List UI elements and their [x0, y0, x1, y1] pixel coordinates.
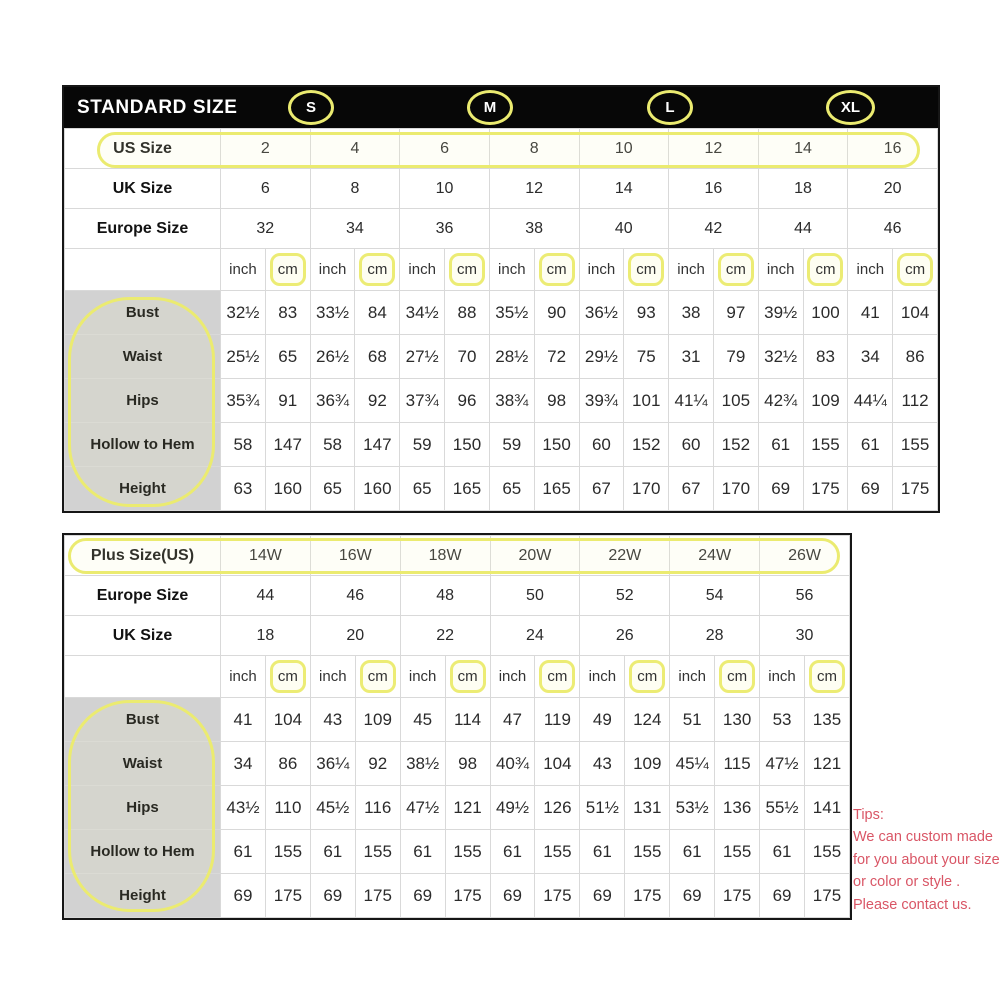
measure-value: 69 [848, 467, 893, 511]
unit-cm-cell [893, 249, 938, 291]
unit-cm-cell [625, 656, 670, 698]
size-value: 40 [579, 209, 669, 249]
unit-inch-label: inch [400, 656, 445, 698]
row-label: UK Size [65, 169, 221, 209]
size-value: 22 [400, 616, 490, 656]
measure-value: 45¼ [670, 742, 715, 786]
unit-cm-highlight: cm [449, 253, 485, 286]
measure-value: 175 [355, 874, 400, 918]
unit-cm-cell [355, 656, 400, 698]
size-value: 8 [310, 169, 400, 209]
unit-cm-cell [535, 656, 580, 698]
measure-value: 45½ [310, 786, 355, 830]
measure-value: 59 [400, 423, 445, 467]
measure-value: 170 [624, 467, 669, 511]
measure-value: 49½ [490, 786, 535, 830]
measure-label: Height [65, 467, 221, 511]
unit-inch-label: inch [758, 249, 803, 291]
measure-value: 116 [355, 786, 400, 830]
measure-value: 38¾ [489, 379, 534, 423]
measure-value: 175 [893, 467, 938, 511]
unit-cm-highlight: cm [270, 253, 306, 286]
unit-row [65, 656, 850, 698]
measure-value: 47 [490, 698, 535, 742]
measure-label: Hollow to Hem [65, 830, 221, 874]
size-value: 16 [669, 169, 759, 209]
measure-value: 68 [355, 335, 400, 379]
measure-label: Hips [65, 786, 221, 830]
measure-value: 119 [535, 698, 580, 742]
measure-value: 141 [804, 786, 849, 830]
unit-inch-label: inch [400, 249, 445, 291]
measure-value: 61 [221, 830, 266, 874]
size-value: 50 [490, 576, 580, 616]
measure-value: 43 [580, 742, 625, 786]
measure-value: 150 [534, 423, 579, 467]
size-value: 28 [670, 616, 760, 656]
unit-cm-cell [445, 249, 490, 291]
unit-cm-highlight: cm [807, 253, 843, 286]
measure-value: 175 [803, 467, 848, 511]
measure-value: 72 [534, 335, 579, 379]
measure-value: 91 [265, 379, 310, 423]
unit-inch-label: inch [221, 249, 266, 291]
measure-value: 165 [445, 467, 490, 511]
measure-value: 65 [400, 467, 445, 511]
measure-row [65, 874, 850, 918]
tips-line: We can custom made [853, 829, 993, 846]
measure-value: 83 [803, 335, 848, 379]
size-value: 6 [221, 169, 311, 209]
tips-title: Tips: [853, 807, 884, 823]
measure-value: 36½ [579, 291, 624, 335]
measure-value: 175 [715, 874, 760, 918]
measure-value: 42¾ [758, 379, 803, 423]
measure-value: 86 [893, 335, 938, 379]
measure-value: 38 [669, 291, 714, 335]
measure-value: 58 [221, 423, 266, 467]
unit-cm-highlight: cm [360, 660, 396, 693]
measure-value: 83 [265, 291, 310, 335]
measure-value: 170 [713, 467, 758, 511]
measure-value: 67 [669, 467, 714, 511]
tips-line: Please contact us. [853, 896, 972, 913]
row-label [65, 249, 221, 291]
size-value: 18W [400, 536, 490, 576]
measure-row [65, 830, 850, 874]
measure-value: 88 [445, 291, 490, 335]
size-value: 20W [490, 536, 580, 576]
measure-value: 75 [624, 335, 669, 379]
measure-value: 135 [804, 698, 849, 742]
measure-value: 86 [265, 742, 310, 786]
size-value: 14 [758, 129, 848, 169]
measure-row [65, 698, 850, 742]
measure-value: 61 [310, 830, 355, 874]
row-label: Plus Size(US) [65, 536, 221, 576]
size-value: 20 [310, 616, 400, 656]
measure-value: 34 [221, 742, 266, 786]
measure-value: 175 [535, 874, 580, 918]
measure-value: 84 [355, 291, 400, 335]
size-s-circle-annotation: S [288, 90, 334, 125]
measure-value: 36¾ [310, 379, 355, 423]
measure-value: 155 [625, 830, 670, 874]
size-value: 32 [221, 209, 311, 249]
size-value: 14 [579, 169, 669, 209]
measure-value: 104 [893, 291, 938, 335]
size-l-circle-annotation: L [647, 90, 693, 125]
measure-value: 36¼ [310, 742, 355, 786]
measure-value: 33½ [310, 291, 355, 335]
measure-value: 104 [535, 742, 580, 786]
measure-value: 136 [715, 786, 760, 830]
measure-value: 61 [848, 423, 893, 467]
size-value: 12 [669, 129, 759, 169]
size-m-circle-annotation: M [467, 90, 513, 125]
measure-value: 121 [804, 742, 849, 786]
measure-value: 35½ [489, 291, 534, 335]
measure-value: 34 [848, 335, 893, 379]
standard-size-grid [64, 128, 938, 511]
measure-value: 124 [625, 698, 670, 742]
measure-value: 160 [355, 467, 400, 511]
measure-value: 98 [445, 742, 490, 786]
measure-value: 31 [669, 335, 714, 379]
unit-inch-label: inch [580, 656, 625, 698]
measure-value: 44¼ [848, 379, 893, 423]
measure-row [65, 335, 938, 379]
size-value: 54 [670, 576, 760, 616]
measure-value: 155 [803, 423, 848, 467]
unit-cm-highlight: cm [718, 253, 754, 286]
measure-value: 175 [265, 874, 310, 918]
size-value: 36 [400, 209, 490, 249]
size-row [65, 536, 850, 576]
unit-cm-cell [715, 656, 760, 698]
measure-value: 39½ [758, 291, 803, 335]
measure-row [65, 786, 850, 830]
measure-value: 38½ [400, 742, 445, 786]
size-value: 26W [760, 536, 850, 576]
measure-value: 69 [221, 874, 266, 918]
measure-value: 26½ [310, 335, 355, 379]
unit-row [65, 249, 938, 291]
measure-label: Hollow to Hem [65, 423, 221, 467]
measure-value: 155 [535, 830, 580, 874]
size-value: 10 [579, 129, 669, 169]
measure-value: 155 [893, 423, 938, 467]
standard-size-title: STANDARD SIZE [77, 96, 238, 118]
measure-value: 110 [265, 786, 310, 830]
measure-value: 65 [310, 467, 355, 511]
measure-value: 59 [489, 423, 534, 467]
measure-value: 69 [400, 874, 445, 918]
measure-value: 25½ [221, 335, 266, 379]
measure-value: 121 [445, 786, 490, 830]
measure-value: 61 [490, 830, 535, 874]
unit-inch-label: inch [310, 656, 355, 698]
tips-note [853, 804, 1000, 916]
row-label: Europe Size [65, 576, 221, 616]
measure-value: 70 [445, 335, 490, 379]
measure-value: 28½ [489, 335, 534, 379]
measure-value: 61 [760, 830, 805, 874]
measure-value: 90 [534, 291, 579, 335]
measure-value: 51½ [580, 786, 625, 830]
unit-inch-label: inch [490, 656, 535, 698]
size-value: 38 [489, 209, 579, 249]
measure-value: 32½ [758, 335, 803, 379]
size-value: 34 [310, 209, 400, 249]
unit-cm-highlight: cm [628, 253, 664, 286]
unit-cm-highlight: cm [719, 660, 755, 693]
unit-cm-cell [713, 249, 758, 291]
size-value: 14W [221, 536, 311, 576]
size-value: 6 [400, 129, 490, 169]
measure-value: 60 [579, 423, 624, 467]
measure-value: 55½ [760, 786, 805, 830]
measure-value: 96 [445, 379, 490, 423]
measure-value: 65 [265, 335, 310, 379]
measure-label: Bust [65, 698, 221, 742]
measure-value: 47½ [400, 786, 445, 830]
measure-value: 147 [355, 423, 400, 467]
tips-line: or color or style . [853, 874, 961, 891]
measure-value: 112 [893, 379, 938, 423]
unit-inch-label: inch [670, 656, 715, 698]
size-value: 42 [669, 209, 759, 249]
size-value: 26 [580, 616, 670, 656]
measure-value: 155 [265, 830, 310, 874]
size-value: 10 [400, 169, 490, 209]
measure-value: 104 [265, 698, 310, 742]
size-value: 52 [580, 576, 670, 616]
size-value: 16W [310, 536, 400, 576]
measure-value: 51 [670, 698, 715, 742]
measure-value: 97 [713, 291, 758, 335]
measure-label: Waist [65, 742, 221, 786]
unit-cm-highlight: cm [539, 660, 575, 693]
measure-value: 115 [715, 742, 760, 786]
size-value: 18 [758, 169, 848, 209]
unit-cm-cell [445, 656, 490, 698]
size-row [65, 576, 850, 616]
measure-value: 39¾ [579, 379, 624, 423]
measure-value: 109 [355, 698, 400, 742]
measure-value: 100 [803, 291, 848, 335]
unit-cm-cell [355, 249, 400, 291]
measure-value: 40¾ [490, 742, 535, 786]
unit-cm-cell [534, 249, 579, 291]
unit-inch-label: inch [221, 656, 266, 698]
measure-value: 152 [624, 423, 669, 467]
measure-value: 35¾ [221, 379, 266, 423]
measure-value: 98 [534, 379, 579, 423]
measure-value: 92 [355, 742, 400, 786]
size-value: 24 [490, 616, 580, 656]
measure-value: 69 [310, 874, 355, 918]
unit-cm-highlight: cm [359, 253, 395, 286]
measure-label: Hips [65, 379, 221, 423]
unit-cm-highlight: cm [897, 253, 933, 286]
measure-value: 69 [758, 467, 803, 511]
measure-value: 58 [310, 423, 355, 467]
measure-value: 155 [445, 830, 490, 874]
row-label: UK Size [65, 616, 221, 656]
size-value: 56 [760, 576, 850, 616]
measure-value: 61 [670, 830, 715, 874]
measure-value: 41 [848, 291, 893, 335]
measure-value: 60 [669, 423, 714, 467]
measure-value: 105 [713, 379, 758, 423]
size-value: 30 [760, 616, 850, 656]
unit-inch-label: inch [669, 249, 714, 291]
measure-value: 114 [445, 698, 490, 742]
unit-cm-cell [624, 249, 669, 291]
measure-value: 34½ [400, 291, 445, 335]
measure-value: 27½ [400, 335, 445, 379]
measure-value: 126 [535, 786, 580, 830]
measure-value: 152 [713, 423, 758, 467]
size-row [65, 169, 938, 209]
unit-inch-label: inch [489, 249, 534, 291]
unit-cm-cell [803, 249, 848, 291]
measure-value: 49 [580, 698, 625, 742]
measure-value: 53½ [670, 786, 715, 830]
size-value: 24W [670, 536, 760, 576]
size-value: 48 [400, 576, 490, 616]
measure-value: 69 [670, 874, 715, 918]
size-xl-circle-annotation: XL [826, 90, 875, 125]
measure-value: 47½ [760, 742, 805, 786]
unit-cm-highlight: cm [270, 660, 306, 693]
size-row [65, 209, 938, 249]
unit-cm-highlight: cm [629, 660, 665, 693]
size-value: 4 [310, 129, 400, 169]
measure-value: 29½ [579, 335, 624, 379]
measure-value: 69 [760, 874, 805, 918]
row-label: US Size [65, 129, 221, 169]
standard-size-header-bar [64, 87, 938, 128]
measure-value: 79 [713, 335, 758, 379]
measure-value: 53 [760, 698, 805, 742]
measure-row [65, 291, 938, 335]
unit-inch-label: inch [579, 249, 624, 291]
size-value: 16 [848, 129, 938, 169]
tips-line: for you about your size [853, 851, 1000, 868]
measure-value: 37¾ [400, 379, 445, 423]
measure-value: 175 [625, 874, 670, 918]
measure-value: 61 [400, 830, 445, 874]
measure-row [65, 467, 938, 511]
measure-value: 69 [490, 874, 535, 918]
measure-value: 175 [804, 874, 849, 918]
measure-value: 155 [715, 830, 760, 874]
measure-value: 109 [625, 742, 670, 786]
size-value: 12 [489, 169, 579, 209]
unit-cm-cell [804, 656, 849, 698]
unit-inch-label: inch [310, 249, 355, 291]
size-value: 44 [221, 576, 311, 616]
measure-row [65, 742, 850, 786]
measure-value: 101 [624, 379, 669, 423]
unit-cm-cell [265, 656, 310, 698]
size-value: 18 [221, 616, 311, 656]
measure-value: 92 [355, 379, 400, 423]
unit-inch-label: inch [848, 249, 893, 291]
row-label [65, 656, 221, 698]
measure-value: 61 [758, 423, 803, 467]
unit-cm-highlight: cm [539, 253, 575, 286]
measure-value: 61 [580, 830, 625, 874]
measure-value: 67 [579, 467, 624, 511]
plus-size-grid [64, 535, 850, 918]
size-value: 44 [758, 209, 848, 249]
measure-value: 93 [624, 291, 669, 335]
measure-row [65, 379, 938, 423]
unit-cm-cell [265, 249, 310, 291]
size-value: 22W [580, 536, 670, 576]
measure-label: Waist [65, 335, 221, 379]
measure-value: 160 [265, 467, 310, 511]
measure-value: 45 [400, 698, 445, 742]
measure-value: 32½ [221, 291, 266, 335]
measure-value: 43½ [221, 786, 266, 830]
size-value: 20 [848, 169, 938, 209]
plus-size-table [62, 533, 852, 920]
size-row [65, 616, 850, 656]
measure-value: 131 [625, 786, 670, 830]
size-row [65, 129, 938, 169]
measure-value: 41¼ [669, 379, 714, 423]
measure-value: 155 [804, 830, 849, 874]
unit-inch-label: inch [760, 656, 805, 698]
size-value: 2 [221, 129, 311, 169]
unit-cm-highlight: cm [450, 660, 486, 693]
measure-value: 41 [221, 698, 266, 742]
measure-value: 175 [445, 874, 490, 918]
measure-value: 109 [803, 379, 848, 423]
row-label: Europe Size [65, 209, 221, 249]
measure-value: 165 [534, 467, 579, 511]
unit-cm-highlight: cm [809, 660, 845, 693]
measure-row [65, 423, 938, 467]
standard-size-table [62, 85, 940, 513]
measure-value: 69 [580, 874, 625, 918]
measure-value: 63 [221, 467, 266, 511]
measure-value: 147 [265, 423, 310, 467]
measure-value: 155 [355, 830, 400, 874]
measure-value: 65 [489, 467, 534, 511]
measure-value: 43 [310, 698, 355, 742]
size-value: 46 [848, 209, 938, 249]
measure-label: Height [65, 874, 221, 918]
measure-value: 130 [715, 698, 760, 742]
size-value: 8 [489, 129, 579, 169]
measure-label: Bust [65, 291, 221, 335]
measure-value: 150 [445, 423, 490, 467]
size-value: 46 [310, 576, 400, 616]
